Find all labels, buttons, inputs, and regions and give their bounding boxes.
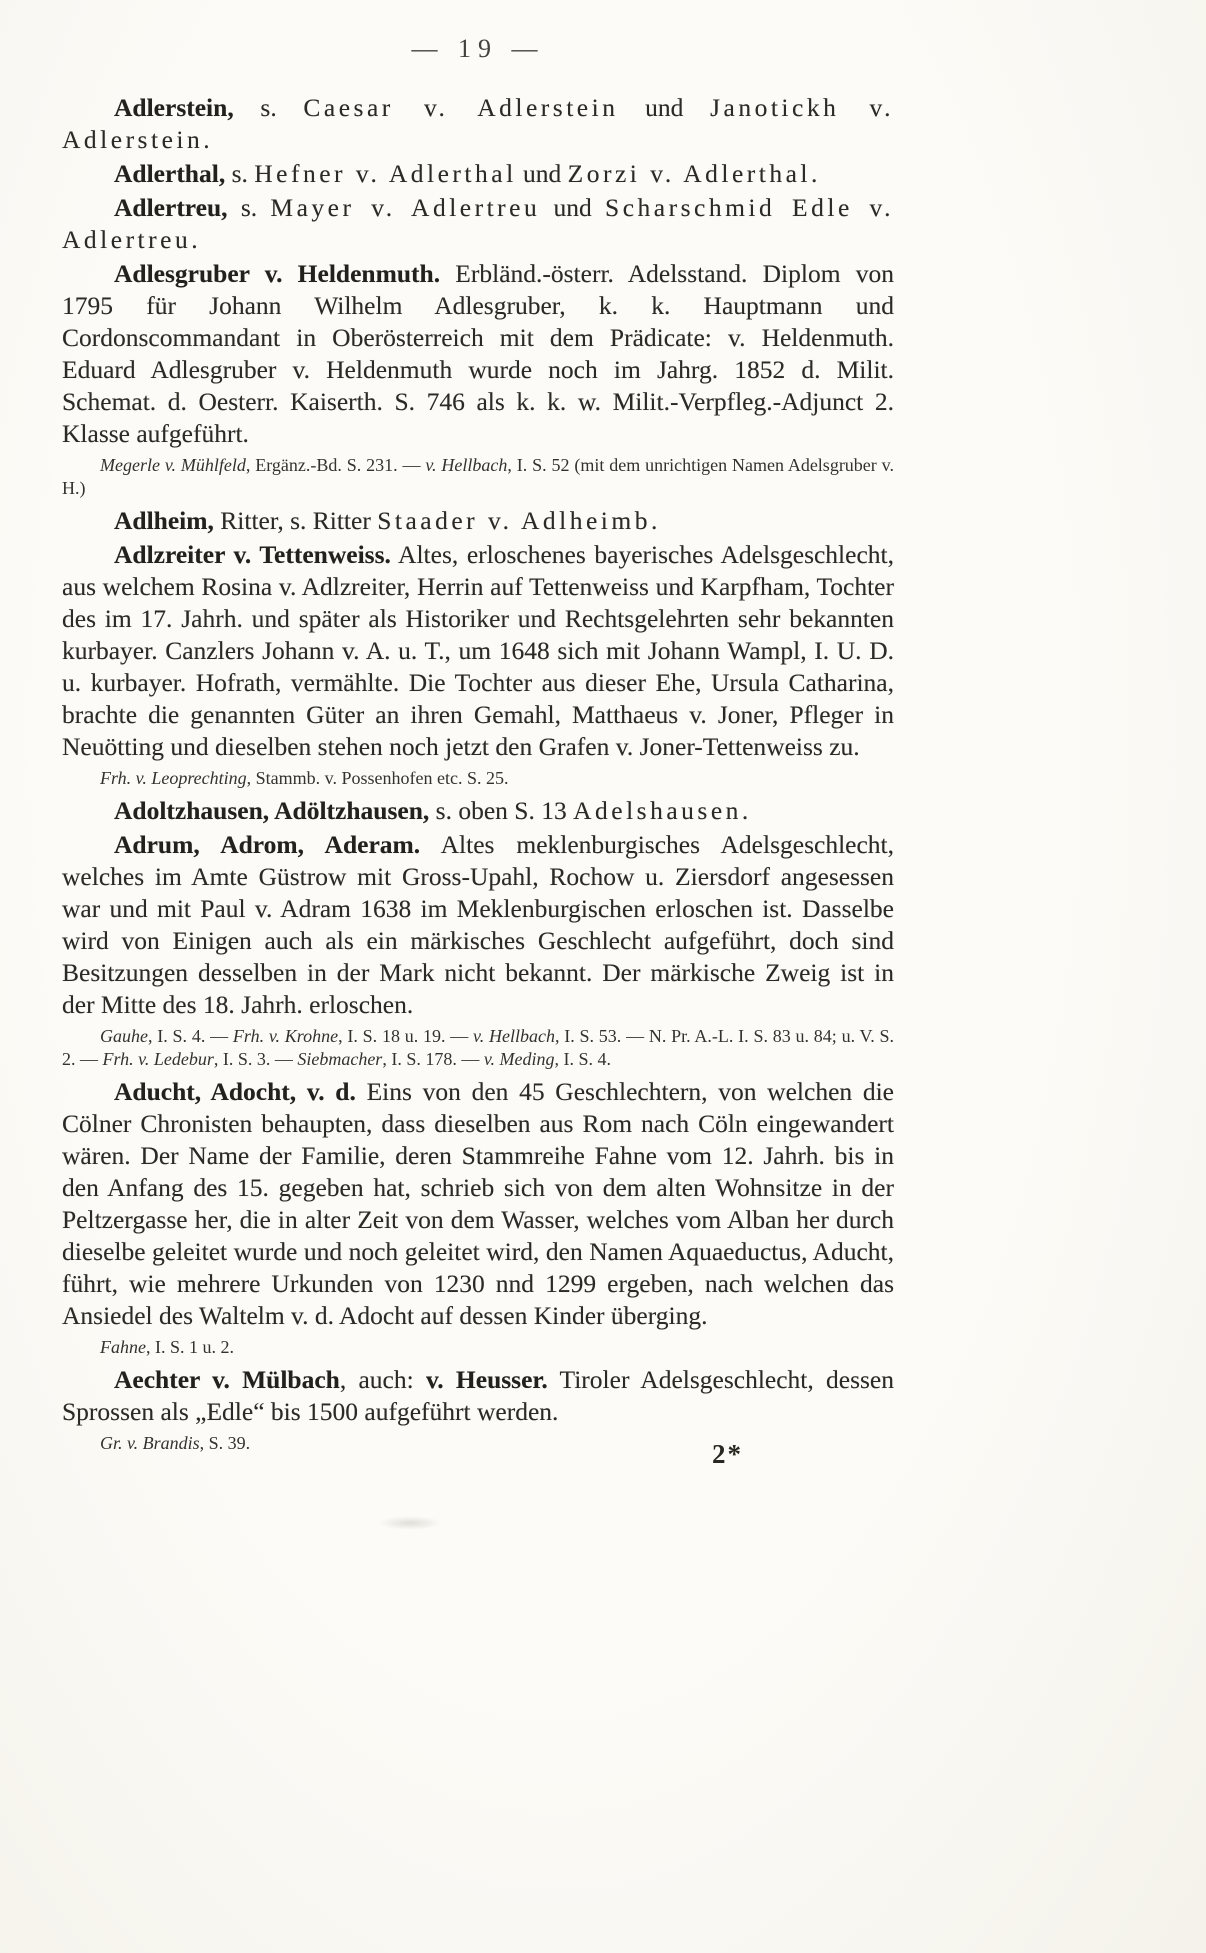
source-author: Frh. v. Leoprechting: [100, 768, 247, 788]
referenced-name: Mayer v. Adlertreu: [270, 193, 541, 222]
body-text: , I. S. 4. —: [148, 1026, 233, 1046]
entry-name: Adlheim,: [114, 506, 214, 535]
referenced-name: Staader v. Adlheimb.: [377, 506, 661, 535]
source-author: Gr. v. Brandis: [100, 1433, 200, 1453]
entry-paragraph: [62, 795, 894, 827]
source-author: v. Meding: [483, 1049, 555, 1069]
source-author: Fahne: [100, 1337, 146, 1357]
body-text: und: [618, 93, 711, 122]
body-text: Ritter, s. Ritter: [213, 506, 378, 535]
body-text: , I. S. 53. — N. Pr. A.-L. I. S. 83 u. 84; u. V. S. 2. —: [62, 1026, 894, 1069]
body-text: Altes meklenburgisches Adelsgeschlecht, welches im Amte Güstrow mit Gross-Upahl, Rochow u. Ziersdorf angesessen war und mit Paul v. Adram 1638 im Meklenburgischen erloschen ist. Dasselbe wird von Einigen auch als ein märkisches Geschlecht aufgeführt, doch sind Besitzungen desselben in der Mark nicht bekannt. Der märkische Zweig ist in der Mitte des 18. Jahrh. erloschen.: [62, 830, 894, 1019]
source-citation: [62, 454, 894, 500]
source-author: Frh. v. Ledebur: [102, 1049, 214, 1069]
entry-name: Adlerstein,: [114, 93, 234, 122]
referenced-name: Adelshausen.: [573, 796, 752, 825]
source-author: v. Hellbach: [425, 455, 508, 475]
body-text: s.: [225, 159, 255, 188]
entry-name: Aechter v. Mülbach: [114, 1365, 340, 1394]
entry-paragraph: [62, 1364, 894, 1428]
body-text: , I. S. 3. —: [213, 1049, 298, 1069]
source-citation: [62, 1336, 894, 1359]
body-text: , I. S. 18 u. 19. —: [338, 1026, 474, 1046]
entry-paragraph: [62, 158, 894, 190]
body-text: Tiroler Adelsgeschlecht, dessen Sprossen als „Edle“ bis 1500 aufgeführt werden.: [62, 1365, 894, 1426]
body-text: , I. S. 52 (mit dem unrichtigen Namen Adelsgruber v. H.): [62, 455, 894, 498]
entry-paragraph: [62, 92, 894, 156]
text-block: [62, 92, 894, 1455]
referenced-name: Zorzi v. Adlerthal.: [567, 159, 821, 188]
body-text: s. oben S. 13: [429, 796, 574, 825]
body-text: , auch:: [339, 1365, 426, 1394]
body-text: Eins von den 45 Geschlechtern, von welchen die Cölner Chronisten behaupten, dass dieselben aus Rom nach Cöln eingewandert wären. Der Name der Familie, deren Stammreihe Fahne vom 12. Jahrh. bis in den Anfang des 15. gegeben hat, schrieb sich von dem alten Wohnsitze in der Peltzergasse her, die in alter Zeit von dem Wasser, welches vom Alban her durch dieselbe geleitet wurde und noch geleitet wird, den Namen Aquaeductus, Aducht, führt, wie mehrere Urkunden von 1230 nnd 1299 ergeben, nach welchen das Ansiedel des Waltelm v. d. Adocht auf dessen Kinder überging.: [62, 1077, 894, 1330]
entry-name: Adlerthal,: [114, 159, 226, 188]
entry-paragraph: [62, 829, 894, 1021]
body-text: , S. 39.: [199, 1433, 251, 1453]
entry-paragraph: [62, 539, 894, 763]
source-author: Siebmacher: [297, 1049, 383, 1069]
entry-name: Aducht, Adocht, v. d.: [114, 1077, 356, 1106]
page-number: — 19 —: [411, 34, 545, 63]
body-text: , I. S. 4.: [554, 1049, 611, 1069]
source-citation: [62, 1025, 894, 1071]
entry-paragraph: [62, 1076, 894, 1332]
referenced-name: Caesar v. Adlerstein: [303, 93, 619, 122]
entry-name: Adrum, Adrom, Aderam.: [114, 830, 421, 859]
source-author: Frh. v. Krohne: [232, 1026, 339, 1046]
referenced-name: Hefner v. Adlerthal: [254, 159, 517, 188]
source-citation: [62, 767, 894, 790]
page-content: [62, 90, 894, 1473]
body-text: , Ergänz.-Bd. S. 231. —: [245, 455, 426, 475]
body-text: Erbländ.-österr. Adelsstand. Diplom von 1795 für Johann Wilhelm Adlesgruber, k. k. Hauptmann und Cordonscommandant in Oberösterreich mit dem Prädicate: v. Heldenmuth. Eduard Adlesgruber v. Heldenmuth wurde noch im Jahrg. 1852 d. Milit. Schemat. d. Oesterr. Kaiserth. S. 746 als k. k. w. Milit.-Verpfleg.-Adjunct 2. Klasse aufgeführt.: [62, 259, 895, 448]
entry-paragraph: [62, 258, 894, 450]
entry-name: Adlesgruber v. Heldenmuth.: [114, 259, 441, 288]
entry-name: Adoltzhausen, Adöltzhausen,: [114, 796, 430, 825]
body-text: , Stammb. v. Possenhofen etc. S. 25.: [246, 768, 509, 788]
referenced-name: Janotickh v. Adlerstein.: [62, 93, 894, 154]
entry-paragraph: [62, 505, 894, 537]
entry-name: Adlzreiter v. Tettenweiss.: [114, 540, 391, 569]
referenced-name: Scharschmid Edle v. Adlertreu.: [62, 193, 895, 254]
source-author: Gauhe: [100, 1026, 148, 1046]
scan-smudge: [378, 1516, 442, 1530]
body-text: und: [516, 159, 568, 188]
entry-name: v. Heusser.: [425, 1365, 548, 1394]
body-text: , I. S. 178. —: [382, 1049, 484, 1069]
body-text: und: [540, 193, 606, 222]
body-text: Altes, erloschenes bayerisches Adelsgeschlecht, aus welchem Rosina v. Adlzreiter, Herrin auf Tettenweiss und Karpfham, Tochter des im 17. Jahrh. und später als Historiker und Rechtsgelehrten sehr bekannten kurbayer. Canzlers Johann v. A. u. T., um 1648 sich mit Johann Wampl, I. U. D. u. kurbayer. Hofrath, vermählte. Die Tochter aus dieser Ehe, Ursula Catharina, brachte die genannten Güter an ihren Gemahl, Matthaeus v. Joner, Pfleger in Neuötting und dieselben stehen noch jetzt den Grafen v. Joner-Tettenweiss zu.: [62, 540, 894, 761]
body-text: , I. S. 1 u. 2.: [145, 1337, 234, 1357]
source-author: v. Hellbach: [473, 1026, 555, 1046]
body-text: s.: [233, 93, 304, 122]
entry-paragraph: [62, 192, 894, 256]
signature-mark: 2*: [712, 1439, 743, 1469]
body-text: s.: [227, 193, 271, 222]
source-author: Megerle v. Mühlfeld: [100, 455, 246, 475]
entry-name: Adlertreu,: [114, 193, 228, 222]
